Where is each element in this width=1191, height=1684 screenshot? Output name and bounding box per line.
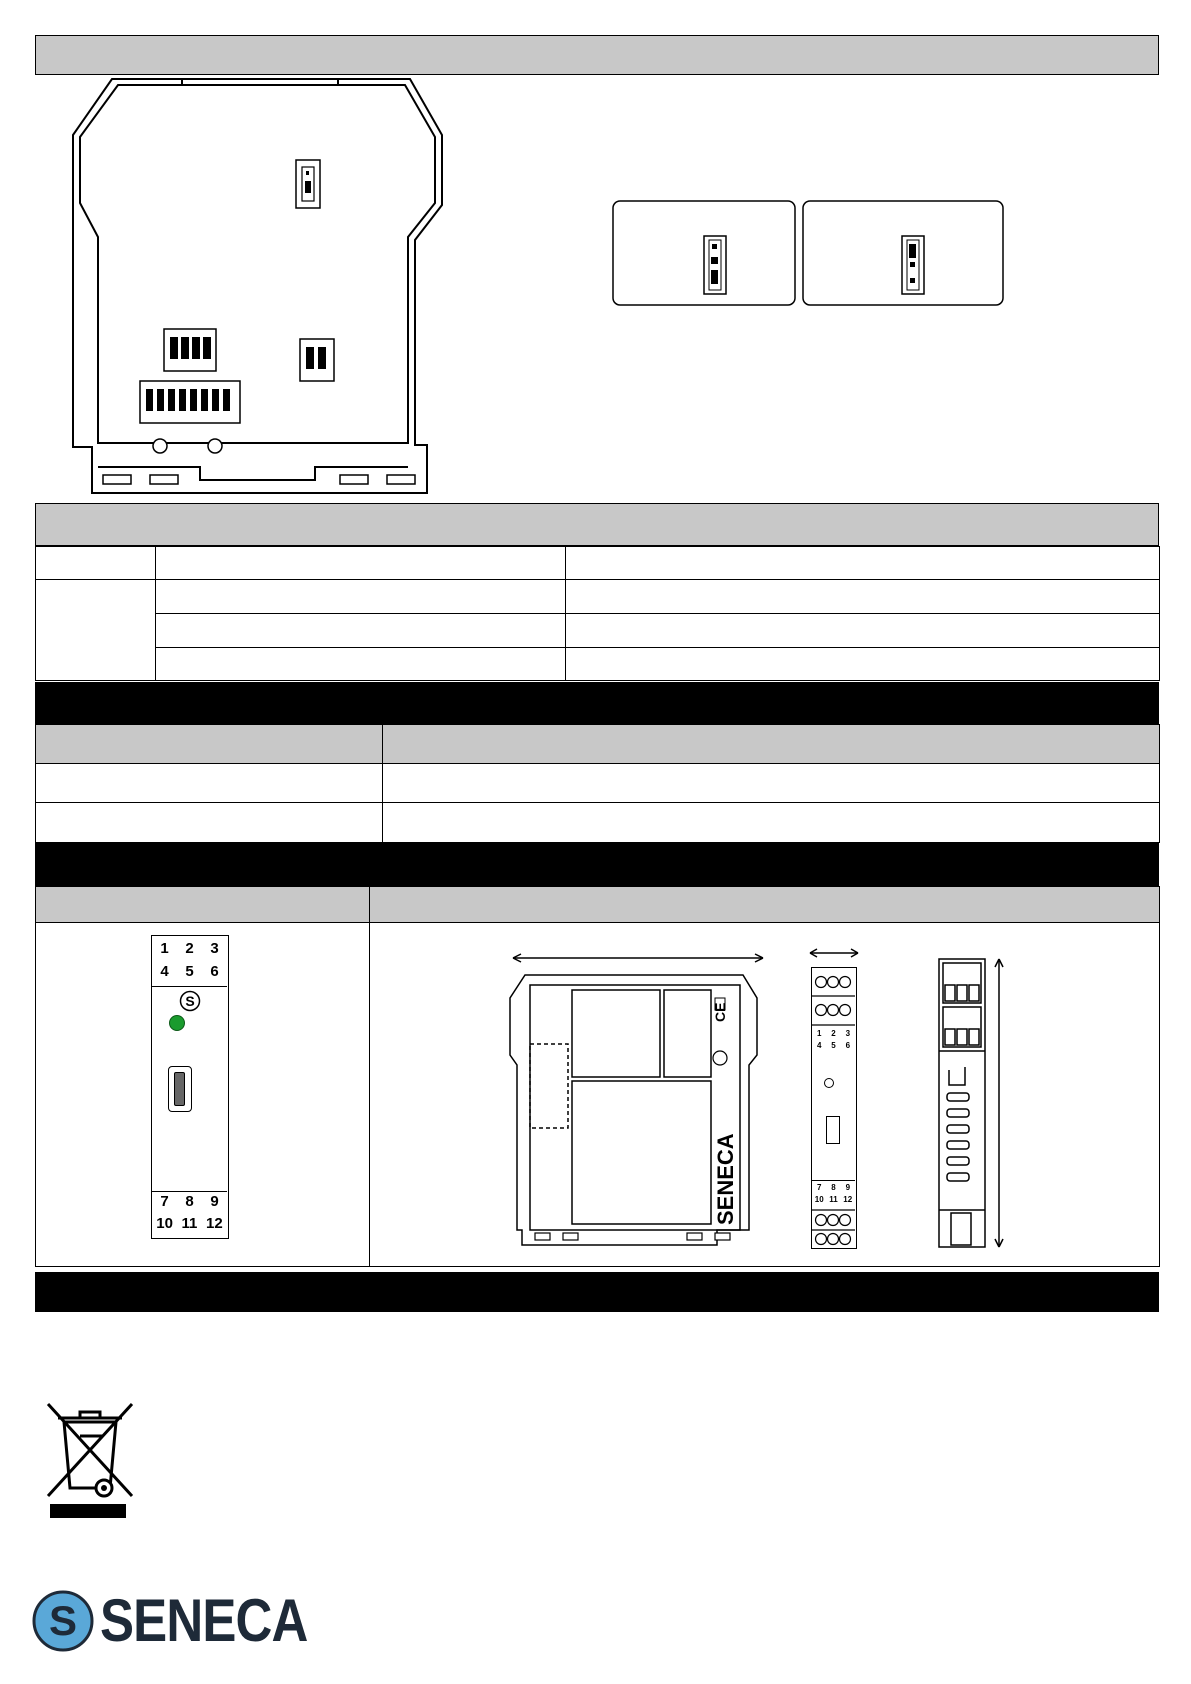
- section-header-black-1: [35, 682, 1159, 724]
- terminal-label: 7: [160, 1193, 169, 1210]
- terminal-label: 11: [181, 1215, 198, 1232]
- terminal-labels-top-2: [152, 963, 227, 980]
- side-brand-text: SENECA: [713, 1133, 738, 1225]
- section-header-settings: [35, 503, 1159, 546]
- table-row: [36, 547, 1160, 580]
- table-row: [36, 614, 1160, 648]
- terminal-label: 12: [205, 1215, 223, 1232]
- terminal-label: 2: [831, 1029, 836, 1038]
- profile-view-drawing: [935, 955, 1015, 1255]
- settings-table: [35, 546, 1160, 681]
- table-row: [36, 580, 1160, 614]
- terminal-label: 9: [210, 1193, 219, 1210]
- ul-mark-icon: [713, 1051, 727, 1065]
- terminal-label: 2: [185, 940, 194, 957]
- table-row: [36, 887, 1160, 923]
- table-row: [36, 764, 1160, 803]
- section-footer-black: [35, 1272, 1159, 1312]
- terminal-label: 1: [160, 940, 169, 957]
- terminal-label: 4: [160, 963, 169, 980]
- terminal-labels-top: [152, 940, 227, 957]
- terminal-labels-bottom: [152, 1193, 227, 1210]
- terminal-label: 3: [845, 1029, 851, 1038]
- terminal-label: 5: [185, 963, 194, 980]
- dip-switch-icon: [164, 329, 216, 371]
- terminal-label: 10: [814, 1195, 824, 1204]
- svg-text:S: S: [185, 993, 195, 1009]
- side-view-drawing: [505, 950, 765, 1250]
- jumper-position-b: [802, 200, 1006, 306]
- terminal-label: 8: [831, 1183, 836, 1192]
- board-layout-diagram: [60, 75, 460, 495]
- terminal-label: 8: [185, 1193, 194, 1210]
- terminal-label: 6: [210, 963, 219, 980]
- table-row: [36, 803, 1160, 843]
- terminal-label: 5: [831, 1041, 836, 1050]
- terminal-label: 10: [156, 1215, 173, 1232]
- jumper-position-a: [612, 200, 797, 306]
- terminal-label: 4: [816, 1041, 822, 1050]
- terminal-labels-bottom-2: [152, 1215, 227, 1232]
- svg-text:CE: CE: [712, 1002, 728, 1022]
- table-row: [36, 648, 1160, 681]
- seneca-footer-logo: [32, 1588, 344, 1654]
- terminal-label: 12: [843, 1195, 853, 1204]
- section-header-layout: [35, 35, 1159, 75]
- seneca-logo-icon: [32, 1590, 94, 1652]
- front-panel: [151, 935, 229, 1239]
- usb-port[interactable]: [168, 1066, 192, 1112]
- seneca-logo-icon: [179, 990, 201, 1012]
- terminal-label: 7: [816, 1183, 822, 1192]
- ce-mark-icon: [712, 1003, 728, 1022]
- footer-brand-text: SENECA: [100, 1587, 308, 1654]
- section-header-black-2: [35, 842, 1159, 886]
- table-row: [36, 725, 1160, 764]
- front-view-drawing: [808, 945, 860, 1255]
- weee-bin-icon: [42, 1400, 138, 1522]
- terminal-label: 6: [845, 1041, 851, 1050]
- jumper-icon: [296, 160, 320, 208]
- terminal-label: 3: [210, 940, 219, 957]
- status-led: [169, 1015, 185, 1031]
- terminal-label: 1: [816, 1029, 822, 1038]
- leds-table: [35, 724, 1160, 843]
- svg-text:S: S: [48, 1597, 78, 1644]
- terminal-label: 9: [845, 1183, 851, 1192]
- terminal-label: 11: [829, 1195, 838, 1204]
